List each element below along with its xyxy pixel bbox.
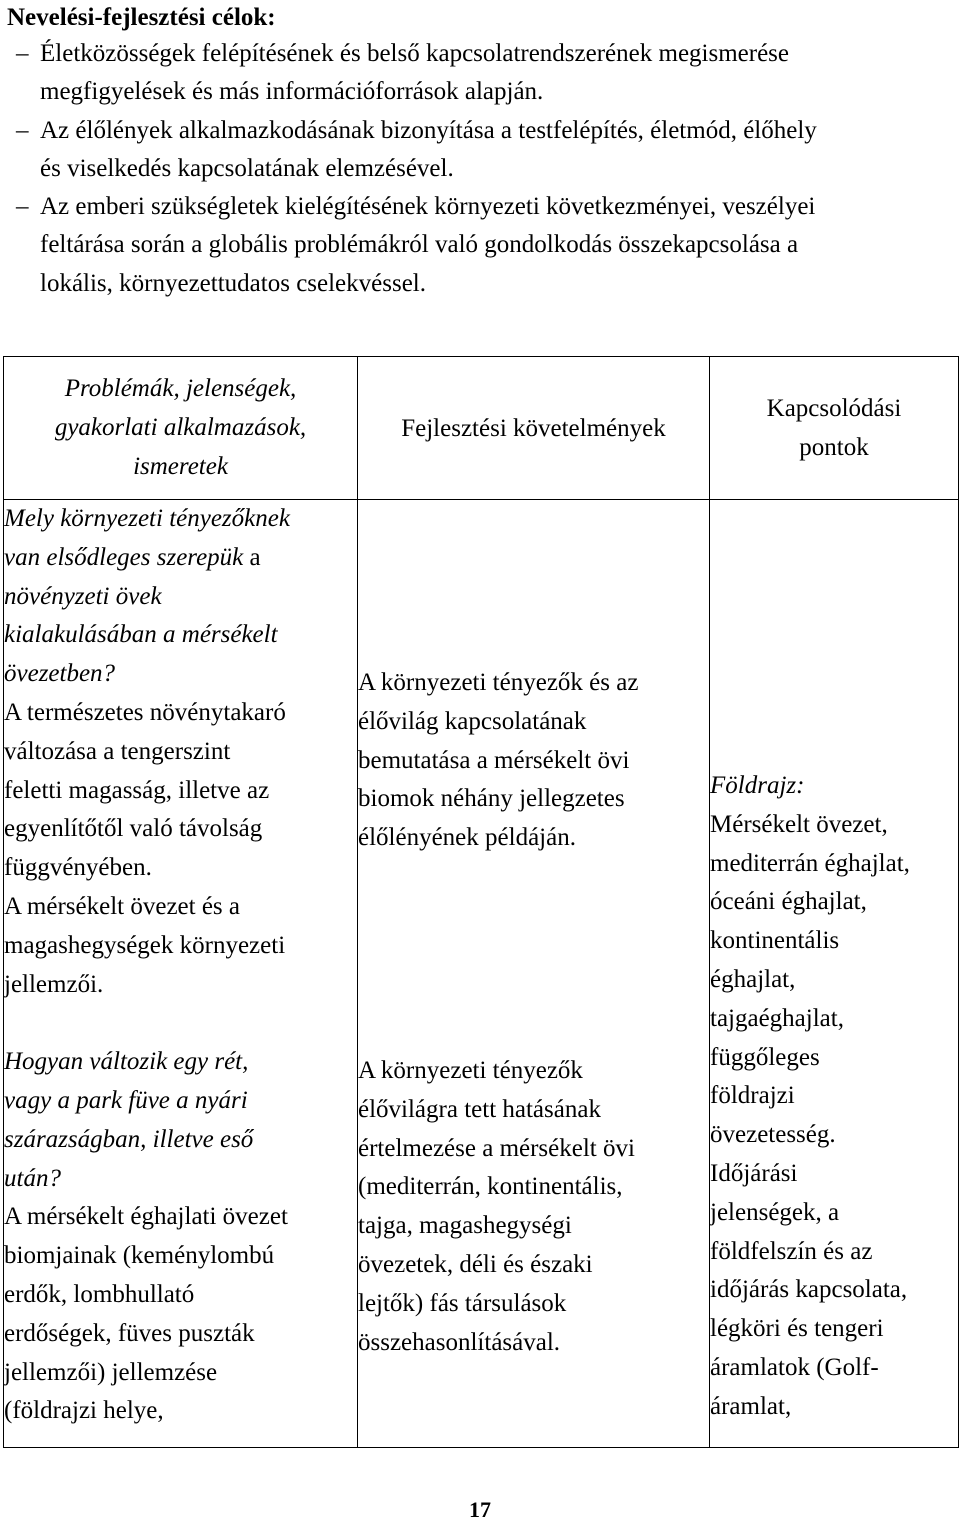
text-line: éghajlat,	[710, 965, 796, 993]
text-line: A mérsékelt övezet és a	[4, 892, 241, 920]
text-line: tajgaéghajlat,	[710, 1004, 844, 1032]
text-line: óceáni éghajlat,	[710, 888, 867, 916]
problems-cell	[4, 500, 358, 1448]
text-line: Időjárási	[710, 1159, 798, 1187]
question-line: övezetben?	[4, 660, 116, 688]
header-cell-connections	[710, 357, 959, 500]
text-line: magashegységek környezeti	[4, 931, 286, 959]
goal-item	[16, 112, 956, 189]
header-line: gyakorlati alkalmazások,	[54, 414, 307, 441]
header-row	[4, 357, 959, 500]
text-line: függvényében.	[4, 854, 152, 882]
text-line: erdők, lombhullató	[4, 1280, 195, 1308]
dash-bullet: –	[16, 40, 29, 67]
text-line: áramlat,	[710, 1392, 792, 1420]
text-line: élőlényének példáján.	[358, 824, 576, 852]
text-line: lejtők) fás társulások	[358, 1289, 567, 1317]
question-line: Hogyan változik egy rét,	[4, 1048, 249, 1076]
question-line: kialakulásában a mérsékelt	[4, 621, 278, 649]
goal-line: feltárása során a globális problémákról való gondolkodás összekapcsolása a	[40, 231, 799, 259]
goal-line: lokális, környezettudatos cselekvéssel.	[40, 269, 426, 297]
goal-item	[16, 188, 956, 303]
text-line: értelmezése a mérsékelt övi	[358, 1134, 635, 1162]
text-line: A környezeti tényezők	[358, 1056, 583, 1084]
header-line: ismeretek	[133, 453, 228, 480]
goal-line: és viselkedés kapcsolatának elemzésével.	[40, 154, 454, 182]
text-line: időjárás kapcsolata,	[710, 1276, 908, 1304]
question-line: növényzeti övek	[4, 582, 162, 610]
question-line: szárazságban, illetve eső	[4, 1125, 254, 1153]
text-line: változása a tengerszint	[4, 737, 231, 765]
text-line: mediterrán éghajlat,	[710, 849, 910, 877]
text-line: övezetesség.	[710, 1121, 836, 1149]
text-line: (földrajzi helye,	[4, 1397, 164, 1425]
text-line: jellemzői) jellemzése	[4, 1358, 218, 1386]
text-line: erdőségek, füves puszták	[4, 1319, 255, 1347]
text-line: áramlatok (Golf-	[710, 1353, 879, 1381]
text-line: Mérsékelt övezet,	[710, 810, 888, 838]
question-line: vagy a park füve a nyári	[4, 1086, 248, 1114]
content-row	[4, 500, 959, 1448]
text-line: tajga, magashegységi	[358, 1212, 572, 1240]
header-cell-requirements	[358, 357, 710, 500]
text-line: élővilág kapcsolatának	[358, 707, 587, 735]
requirements-cell	[358, 500, 710, 1448]
connections-cell	[710, 500, 959, 1448]
goal-line: Az emberi szükségletek kielégítésének környezeti következményei, veszélyei	[40, 193, 816, 221]
text-line: A mérsékelt éghajlati övezet	[4, 1203, 288, 1231]
text-line: bemutatása a mérsékelt övi	[358, 746, 630, 774]
header-line: Fejlesztési követelmények	[401, 414, 666, 442]
question-line: után?	[4, 1164, 61, 1192]
dash-bullet: –	[16, 116, 29, 144]
goal-item	[16, 35, 956, 112]
goal-line: megfigyelések és más információforrások alapján.	[40, 78, 544, 106]
text-line: A környezeti tényezők és az	[358, 669, 639, 696]
text-fragment: a	[243, 543, 261, 571]
text-line: légköri és tengeri	[710, 1315, 884, 1343]
goal-line: Az élőlények alkalmazkodásának bizonyítása a testfelépítés, életmód, élőhely	[40, 116, 817, 144]
question-line: Mely környezeti tényezőknek	[4, 505, 290, 532]
page-number: 17	[469, 1497, 491, 1522]
text-line: biomok néhány jellegzetes	[358, 785, 625, 813]
goals-list	[16, 35, 956, 303]
text-line: egyenlítőtől való távolság	[4, 815, 263, 843]
curriculum-table	[3, 356, 959, 1448]
dash-bullet: –	[16, 193, 29, 221]
text-line: összehasonlításával.	[358, 1328, 561, 1356]
text-line: földrajzi	[710, 1082, 795, 1110]
subject-label: Földrajz:	[710, 772, 805, 799]
text-line: biomjainak (keménylombú	[4, 1242, 275, 1270]
goal-line: Életközösségek felépítésének és belső kapcsolatrendszerének megismerése	[40, 40, 789, 67]
question-line: van elsődleges szerepük	[4, 543, 244, 571]
text-line: jelenségek, a	[710, 1198, 840, 1226]
header-line: Kapcsolódási	[766, 395, 902, 422]
text-line: élővilágra tett hatásának	[358, 1095, 601, 1123]
header-line: pontok	[799, 434, 869, 461]
section-heading: Nevelési-fejlesztési célok:	[7, 4, 276, 31]
header-cell-problems	[4, 357, 358, 500]
text-line: kontinentális	[710, 927, 840, 955]
text-line: A természetes növénytakaró	[4, 698, 286, 726]
text-line: függőleges	[710, 1043, 820, 1071]
text-line: (mediterrán, kontinentális,	[358, 1173, 623, 1201]
text-line: feletti magasság, illetve az	[4, 776, 270, 804]
header-line: Problémák, jelenségek,	[64, 375, 297, 402]
text-line: földfelszín és az	[710, 1237, 873, 1265]
text-line: övezetek, déli és északi	[358, 1250, 593, 1278]
text-line: jellemzői.	[4, 970, 104, 998]
